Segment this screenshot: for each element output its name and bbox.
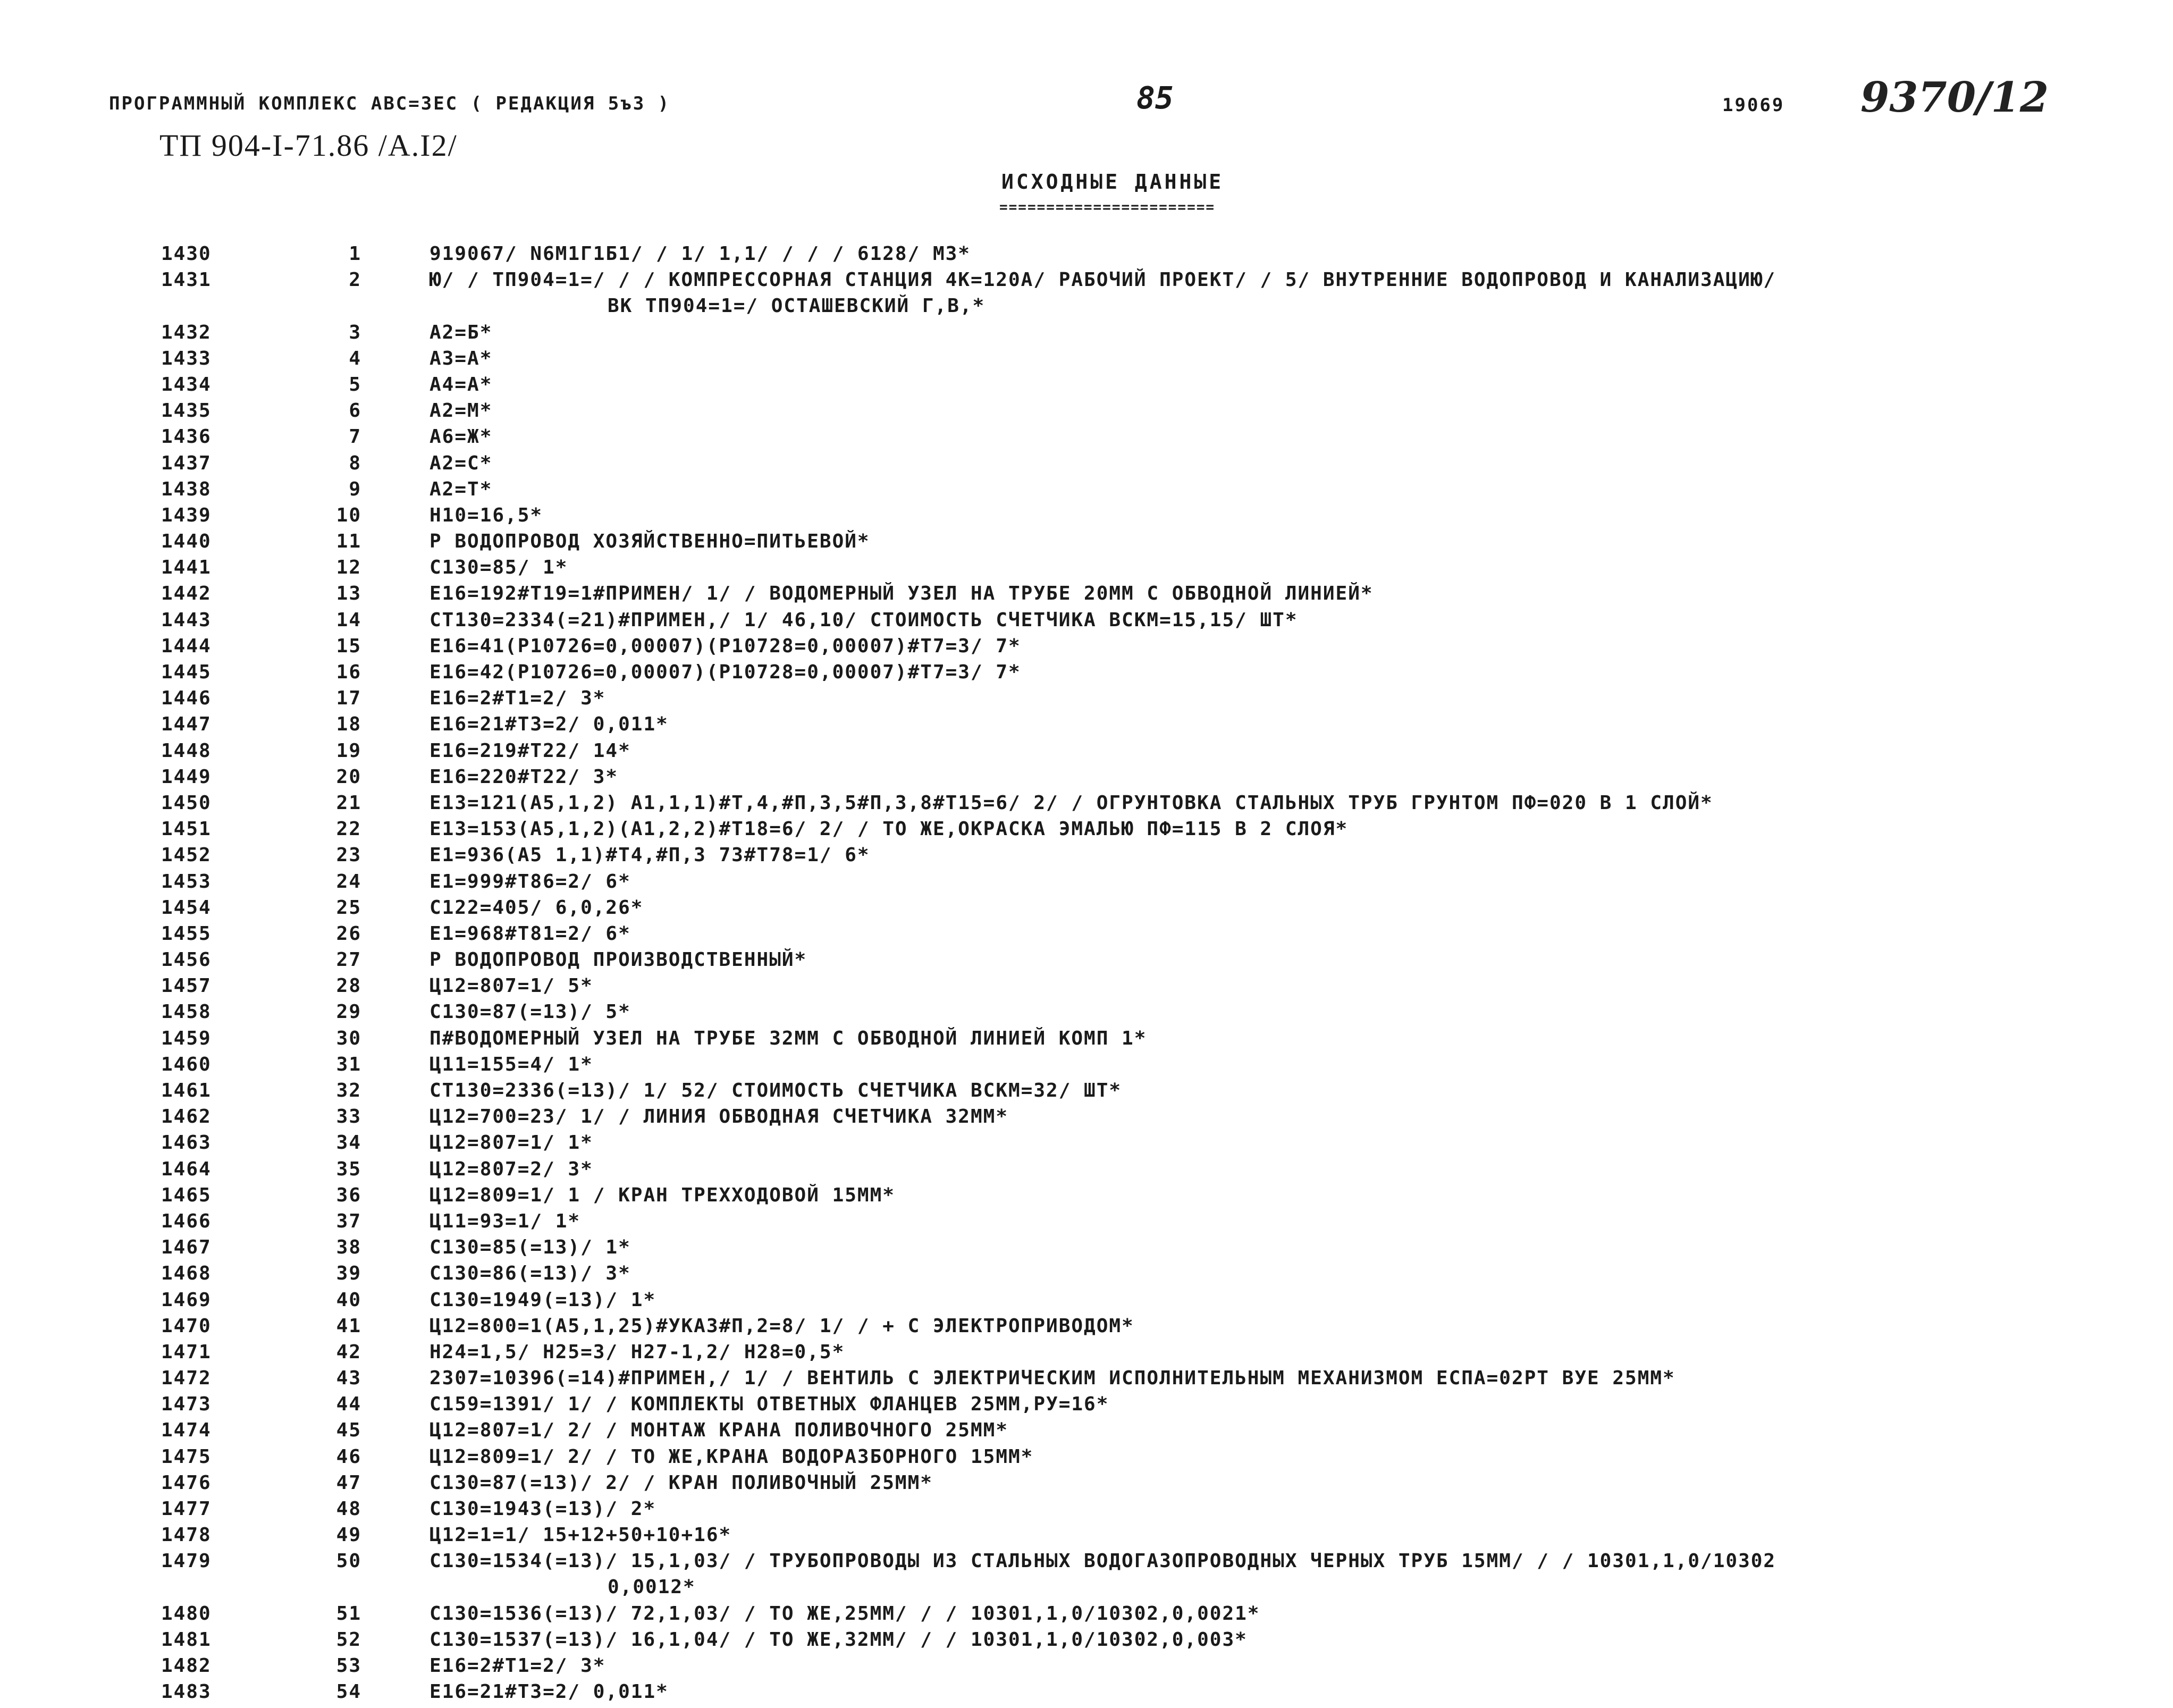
row-text: С130=1537(=13)/ 16,1,04/ / ТО ЖЕ,32ММ/ / / 10301,1,0/10302,0,003*: [429, 1628, 1248, 1651]
row-number: 3: [349, 321, 361, 343]
row-number: 17: [336, 687, 361, 710]
row-code: 1467: [161, 1236, 212, 1259]
row-number: 40: [336, 1289, 361, 1311]
row-text: Н24=1,5/ Н25=3/ Н27-1,2/ Н28=0,5*: [429, 1341, 845, 1363]
row-code: 1478: [161, 1524, 212, 1546]
row-code: 1474: [161, 1419, 212, 1442]
row-text: Ц12=809=1/ 2/ / ТО ЖЕ,КРАНА ВОДОРАЗБОРНОГО 15ММ*: [429, 1445, 1034, 1468]
project-code: ТП 904-I-71.86 /А.I2/: [159, 128, 458, 163]
row-number: 8: [349, 452, 361, 474]
row-text: Ц11=93=1/ 1*: [429, 1210, 581, 1232]
row-number: 10: [336, 504, 361, 526]
row-text: С130=87(=13)/ 2/ / КРАН ПОЛИВОЧНЫЙ 25ММ*: [429, 1471, 933, 1494]
row-text: А2=Т*: [429, 478, 493, 500]
listing-row: [0, 1290, 2173, 1316]
row-text: Ю/ / ТП904=1=/ / / КОМПРЕССОРНАЯ СТАНЦИЯ 4К=120А/ РАБОЧИЙ ПРОЕКТ/ / 5/ ВНУТРЕННИЕ ВОДОПРОВОД И КАНАЛИЗАЦИЮ/: [429, 269, 1776, 291]
listing-row: [0, 1394, 2173, 1420]
listing-row: [0, 243, 2173, 270]
listing-row: [0, 819, 2173, 845]
row-number: 25: [336, 896, 361, 919]
listing-row: [0, 1106, 2173, 1132]
row-number: 50: [336, 1550, 361, 1572]
listing-row: [0, 322, 2173, 348]
row-text: СТ130=2336(=13)/ 1/ 52/ СТОИМОСТЬ СЧЕТЧИКА ВСКМ=32/ ШТ*: [429, 1080, 1122, 1102]
row-text: 919067/ N6M1Г1Б1/ / 1/ 1,1/ / / / 6128/ МЗ*: [429, 243, 971, 265]
row-text: С130=1943(=13)/ 2*: [429, 1498, 656, 1520]
row-code: 1451: [161, 818, 212, 840]
row-code: 1456: [161, 949, 212, 971]
row-text: А2=С*: [429, 452, 493, 474]
row-text: Е1=999#Т86=2/ 6*: [429, 870, 631, 893]
row-code: 1435: [161, 400, 212, 422]
listing-row: [0, 1054, 2173, 1080]
listing-row: [0, 662, 2173, 688]
listing-row: [0, 453, 2173, 479]
row-code: 1463: [161, 1132, 212, 1154]
listing-row: [0, 1446, 2173, 1473]
row-code: 1480: [161, 1602, 212, 1625]
row-code: 1430: [161, 243, 212, 265]
row-code: 1431: [161, 269, 212, 291]
row-number: 23: [336, 844, 361, 866]
row-number: 5: [349, 373, 361, 396]
row-number: 41: [336, 1315, 361, 1337]
row-text: Е13=121(А5,1,2) А1,1,1)#Т,4,#П,3,5#П,3,8#Т15=6/ 2/ / ОГРУНТОВКА СТАЛЬНЫХ ТРУБ ГРУНТОМ ПФ=020 В 1 СЛОЙ*: [429, 792, 1713, 814]
row-text: Е16=21#Т3=2/ 0,011*: [429, 713, 669, 736]
listing-row: [0, 741, 2173, 767]
row-text: Е16=21#Т3=2/ 0,011*: [429, 1681, 669, 1703]
row-number: 6: [349, 400, 361, 422]
row-number: 42: [336, 1341, 361, 1363]
row-code: 1461: [161, 1080, 212, 1102]
row-code: 1453: [161, 870, 212, 893]
row-text: Ц12=807=2/ 3*: [429, 1158, 593, 1180]
row-number: 44: [336, 1393, 361, 1416]
listing-row: [0, 975, 2173, 1002]
row-code: 1483: [161, 1681, 212, 1703]
listing-row: [0, 767, 2173, 793]
row-code: 1448: [161, 739, 212, 762]
row-text: СТ130=2334(=21)#ПРИМЕН,/ 1/ 46,10/ СТОИМОСТЬ СЧЕТЧИКА ВСКМ=15,15/ ШТ*: [429, 609, 1298, 631]
row-number: 48: [336, 1498, 361, 1520]
listing-row: [0, 923, 2173, 949]
row-code: 1466: [161, 1210, 212, 1232]
row-text: А6=Ж*: [429, 426, 493, 448]
row-text: С130=86(=13)/ 3*: [429, 1263, 631, 1285]
section-title: ИСХОДНЫЕ ДАННЫЕ: [1001, 170, 1224, 193]
listing-row: [0, 1603, 2173, 1629]
row-code: 1458: [161, 1001, 212, 1023]
row-text-continuation: 0,0012*: [608, 1576, 696, 1598]
row-code: 1433: [161, 347, 212, 369]
listing-row: [0, 557, 2173, 583]
listing-row: [0, 1525, 2173, 1551]
row-code: 1450: [161, 792, 212, 814]
listing-row: [0, 1028, 2173, 1054]
row-number: 12: [336, 557, 361, 579]
row-code: 1432: [161, 321, 212, 343]
listing-row: [0, 1499, 2173, 1525]
row-code: 1476: [161, 1471, 212, 1494]
row-number: 22: [336, 818, 361, 840]
program-header: ПРОГРАММНЫЙ КОМПЛЕКС АВС=ЗЕС ( РЕДАКЦИЯ 5ъ3 ): [109, 93, 671, 114]
row-code: 1442: [161, 583, 212, 605]
row-text: Е16=220#Т22/ 3*: [429, 765, 619, 788]
row-number: 26: [336, 922, 361, 945]
row-number: 51: [336, 1602, 361, 1625]
listing-row: [0, 1551, 2173, 1603]
listing-row: [0, 688, 2173, 714]
row-text: Р ВОДОПРОВОД ПРОИЗВОДСТВЕННЫЙ*: [429, 949, 807, 971]
row-text: Е16=2#Т1=2/ 3*: [429, 1655, 606, 1677]
listing-row: [0, 714, 2173, 740]
listing-row: [0, 348, 2173, 374]
row-number: 32: [336, 1080, 361, 1102]
row-number: 13: [336, 583, 361, 605]
row-text-continuation: ВК ТП904=1=/ ОСТАШЕВСКИЙ Г,В,*: [608, 295, 986, 317]
listing-row: [0, 845, 2173, 871]
row-number: 49: [336, 1524, 361, 1546]
row-number: 54: [336, 1681, 361, 1703]
row-code: 1459: [161, 1027, 212, 1049]
row-number: 37: [336, 1210, 361, 1232]
row-text: Е1=968#Т81=2/ 6*: [429, 922, 631, 945]
row-code: 1440: [161, 531, 212, 553]
row-text: Р ВОДОПРОВОД ХОЗЯЙСТВЕННО=ПИТЬЕВОЙ*: [429, 531, 870, 553]
listing-row: [0, 1159, 2173, 1185]
row-number: 24: [336, 870, 361, 893]
row-code: 1472: [161, 1367, 212, 1390]
listing-row: [0, 1185, 2173, 1211]
listing-row: [0, 1237, 2173, 1263]
row-number: 11: [336, 531, 361, 553]
data-listing: [0, 243, 2173, 1708]
row-text: Е1=936(А5 1,1)#Т4,#П,3 73#Т78=1/ 6*: [429, 844, 870, 866]
row-number: 16: [336, 661, 361, 684]
listing-row: [0, 1316, 2173, 1342]
row-code: 1482: [161, 1655, 212, 1677]
listing-row: [0, 949, 2173, 975]
row-code: 1473: [161, 1393, 212, 1416]
row-code: 1447: [161, 713, 212, 736]
row-number: 53: [336, 1655, 361, 1677]
row-number: 46: [336, 1445, 361, 1468]
row-number: 1: [349, 243, 361, 265]
row-code: 1479: [161, 1550, 212, 1572]
row-text: Е16=192#Т19=1#ПРИМЕН/ 1/ / ВОДОМЕРНЫЙ УЗЕЛ НА ТРУБЕ 20ММ С ОБВОДНОЙ ЛИНИЕЙ*: [429, 583, 1374, 605]
listing-row: [0, 583, 2173, 609]
row-code: 1468: [161, 1263, 212, 1285]
page-number: 85: [1136, 80, 1174, 116]
row-number: 27: [336, 949, 361, 971]
row-text: П#ВОДОМЕРНЫЙ УЗЕЛ НА ТРУБЕ 32ММ С ОБВОДНОЙ ЛИНИЕЙ КОМП 1*: [429, 1027, 1147, 1049]
listing-row: [0, 1368, 2173, 1394]
row-text: Ц12=807=1/ 1*: [429, 1132, 593, 1154]
listing-row: [0, 610, 2173, 636]
listing-row: [0, 636, 2173, 662]
document-code: 19069: [1722, 95, 1785, 116]
row-text: Ц11=155=4/ 1*: [429, 1053, 593, 1075]
row-number: 29: [336, 1001, 361, 1023]
listing-row: [0, 270, 2173, 322]
row-number: 52: [336, 1628, 361, 1651]
row-code: 1455: [161, 922, 212, 945]
listing-row: [0, 1655, 2173, 1681]
row-text: С122=405/ 6,0,26*: [429, 896, 644, 919]
row-text: С130=1949(=13)/ 1*: [429, 1289, 656, 1311]
row-text: С130=87(=13)/ 5*: [429, 1001, 631, 1023]
row-text: Е13=153(А5,1,2)(А1,2,2)#Т18=6/ 2/ / ТО ЖЕ,ОКРАСКА ЭМАЛЬЮ ПФ=115 В 2 СЛОЯ*: [429, 818, 1349, 840]
listing-row: [0, 400, 2173, 426]
row-text: А2=М*: [429, 400, 493, 422]
row-text: 2307=10396(=14)#ПРИМЕН,/ 1/ / ВЕНТИЛЬ С ЭЛЕКТРИЧЕСКИМ ИСПОЛНИТЕЛЬНЫМ МЕХАНИЗМОМ ЕСПА=02РТ ВУЕ 25ММ*: [429, 1367, 1675, 1390]
row-code: 1439: [161, 504, 212, 526]
listing-row: [0, 1080, 2173, 1106]
row-number: 9: [349, 478, 361, 500]
row-number: 15: [336, 635, 361, 657]
row-code: 1471: [161, 1341, 212, 1363]
row-code: 1477: [161, 1498, 212, 1520]
listing-row: [0, 1473, 2173, 1499]
row-code: 1460: [161, 1053, 212, 1075]
row-text: Е16=42(Р10726=0,00007)(Р10728=0,00007)#Т7=3/ 7*: [429, 661, 1021, 684]
row-text: Е16=41(Р10726=0,00007)(Р10728=0,00007)#Т7=3/ 7*: [429, 635, 1021, 657]
row-number: 43: [336, 1367, 361, 1390]
row-number: 38: [336, 1236, 361, 1259]
row-code: 1452: [161, 844, 212, 866]
row-number: 14: [336, 609, 361, 631]
row-number: 4: [349, 347, 361, 369]
row-text: Ц12=700=23/ 1/ / ЛИНИЯ ОБВОДНАЯ СЧЕТЧИКА 32ММ*: [429, 1106, 1008, 1128]
row-text: С130=1536(=13)/ 72,1,03/ / ТО ЖЕ,25ММ/ / / 10301,1,0/10302,0,0021*: [429, 1602, 1260, 1625]
row-number: 33: [336, 1106, 361, 1128]
row-text: Ц12=800=1(А5,1,25)#УКАЗ#П,2=8/ 1/ / + С ЭЛЕКТРОПРИВОДОМ*: [429, 1315, 1134, 1337]
row-text: С130=1534(=13)/ 15,1,03/ / ТРУБОПРОВОДЫ ИЗ СТАЛЬНЫХ ВОДОГАЗОПРОВОДНЫХ ЧЕРНЫХ ТРУБ 15ММ/ / / 10301,1,0/10302: [429, 1550, 1776, 1572]
row-code: 1449: [161, 765, 212, 788]
row-text: С130=85(=13)/ 1*: [429, 1236, 631, 1259]
row-number: 39: [336, 1263, 361, 1285]
row-code: 1464: [161, 1158, 212, 1180]
row-number: 36: [336, 1184, 361, 1206]
row-number: 47: [336, 1471, 361, 1494]
row-number: 2: [349, 269, 361, 291]
row-number: 19: [336, 739, 361, 762]
row-text: Ц12=809=1/ 1 / КРАН ТРЕХХОДОВОЙ 15ММ*: [429, 1184, 895, 1206]
row-text: А3=А*: [429, 347, 493, 369]
row-number: 34: [336, 1132, 361, 1154]
row-number: 21: [336, 792, 361, 814]
row-number: 20: [336, 765, 361, 788]
listing-row: [0, 1629, 2173, 1655]
row-code: 1434: [161, 373, 212, 396]
row-number: 35: [336, 1158, 361, 1180]
row-code: 1446: [161, 687, 212, 710]
section-underline: =======================: [999, 199, 1216, 215]
row-code: 1441: [161, 557, 212, 579]
row-code: 1444: [161, 635, 212, 657]
listing-row: [0, 1211, 2173, 1237]
listing-row: [0, 426, 2173, 452]
listing-row: [0, 374, 2173, 400]
listing-row: [0, 531, 2173, 557]
listing-row: [0, 793, 2173, 819]
listing-row: [0, 871, 2173, 897]
row-code: 1438: [161, 478, 212, 500]
row-text: Ц12=807=1/ 2/ / МОНТАЖ КРАНА ПОЛИВОЧНОГО 25ММ*: [429, 1419, 1008, 1442]
row-code: 1475: [161, 1445, 212, 1468]
row-text: Н10=16,5*: [429, 504, 543, 526]
row-text: С159=1391/ 1/ / КОМПЛЕКТЫ ОТВЕТНЫХ ФЛАНЦЕВ 25ММ,РУ=16*: [429, 1393, 1109, 1416]
row-text: Е16=2#Т1=2/ 3*: [429, 687, 606, 710]
row-number: 30: [336, 1027, 361, 1049]
row-text: Ц12=807=1/ 5*: [429, 975, 593, 997]
listing-row: [0, 1002, 2173, 1028]
row-code: 1462: [161, 1106, 212, 1128]
row-number: 28: [336, 975, 361, 997]
listing-row: [0, 1681, 2173, 1707]
row-code: 1481: [161, 1628, 212, 1651]
row-code: 1436: [161, 426, 212, 448]
row-text: С130=85/ 1*: [429, 557, 568, 579]
row-text: А2=Б*: [429, 321, 493, 343]
row-text: А4=А*: [429, 373, 493, 396]
row-code: 1445: [161, 661, 212, 684]
row-code: 1437: [161, 452, 212, 474]
row-text: Ц12=1=1/ 15+12+50+10+16*: [429, 1524, 732, 1546]
row-number: 45: [336, 1419, 361, 1442]
listing-row: [0, 1132, 2173, 1158]
handwritten-number: 9370/12: [1860, 73, 2049, 122]
row-code: 1457: [161, 975, 212, 997]
row-code: 1469: [161, 1289, 212, 1311]
listing-row: [0, 1342, 2173, 1368]
row-number: 31: [336, 1053, 361, 1075]
listing-row: [0, 1420, 2173, 1446]
listing-row: [0, 897, 2173, 923]
listing-row: [0, 1263, 2173, 1289]
row-text: Е16=219#Т22/ 14*: [429, 739, 631, 762]
listing-row: [0, 505, 2173, 531]
row-code: 1465: [161, 1184, 212, 1206]
row-number: 7: [349, 426, 361, 448]
row-code: 1470: [161, 1315, 212, 1337]
row-code: 1443: [161, 609, 212, 631]
row-number: 18: [336, 713, 361, 736]
row-code: 1454: [161, 896, 212, 919]
listing-row: [0, 479, 2173, 505]
